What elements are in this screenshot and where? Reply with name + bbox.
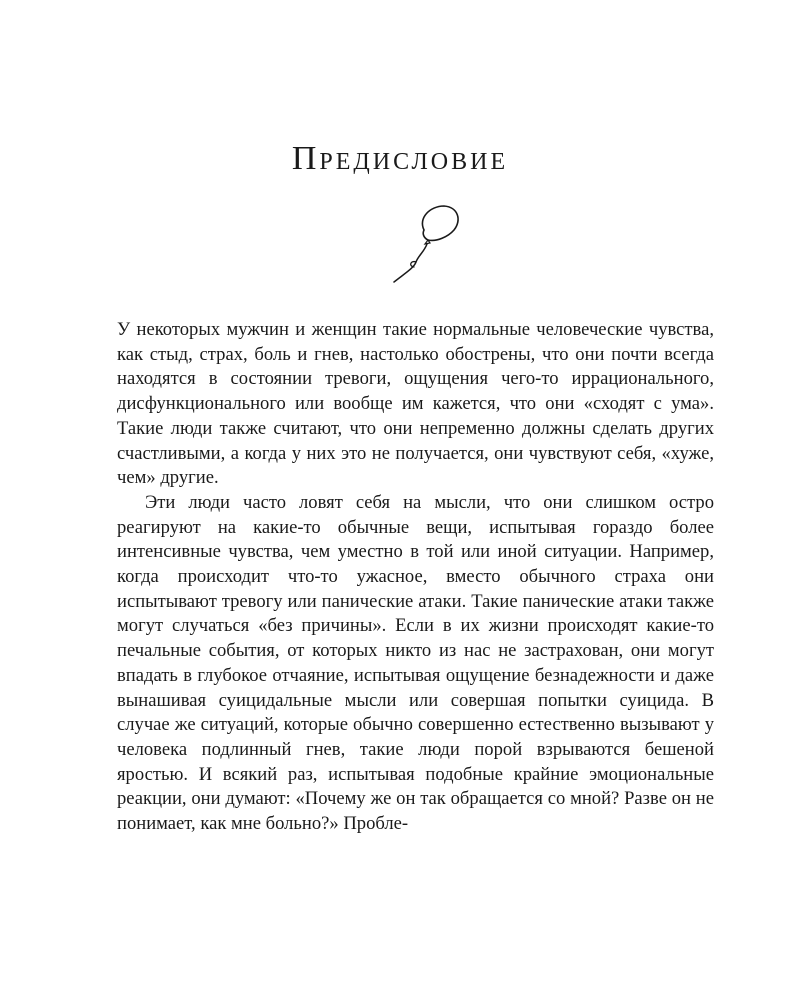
balloon-icon	[380, 200, 470, 290]
body-text	[117, 318, 714, 837]
paragraph-1: У некоторых мужчин и женщин такие нормальные человеческие чувства, как стыд, страх, боль и гнев, настолько обострены, что они почти всегда находятся в состоянии тревоги, ощущения чего-то иррационального, дисфункционального или вообще им кажется, что они «сходят с ума». Такие люди также считают, что они непременно должны сделать других счастливыми, а когда у них это не получается, они чувствуют себя, «хуже, чем» другие.	[117, 319, 714, 489]
paragraph-2: Эти люди часто ловят себя на мысли, что они слишком остро реагируют на какие-то обычные вещи, испытывая гораздо более интенсивные чувства, чем уместно в той или иной ситуации. Например, когда происходит что-то ужасное, вместо обычного страха они испытывают тревогу или панические атаки. Такие панические атаки также могут случаться «без причины». Если в их жизни происходят какие-то печальные события, от которых никто из нас не застрахован, они могут впадать в глубокое отчаяние, испытывая ощущение безнадежности и даже вынашивая суицидальные мысли или совершая попытки суицида. В случае же ситуаций, которые обычно совершенно естественно вызывают у человека подлинный гнев, такие люди порой взрываются бешеной яростью. И всякий раз, испытывая подобные крайние эмоциональные реакции, они думают: «Почему же он так обращается со мной? Разве он не понимает, как мне больно?» Пробле-	[117, 491, 714, 835]
chapter-title: Предисловие	[291, 140, 509, 177]
